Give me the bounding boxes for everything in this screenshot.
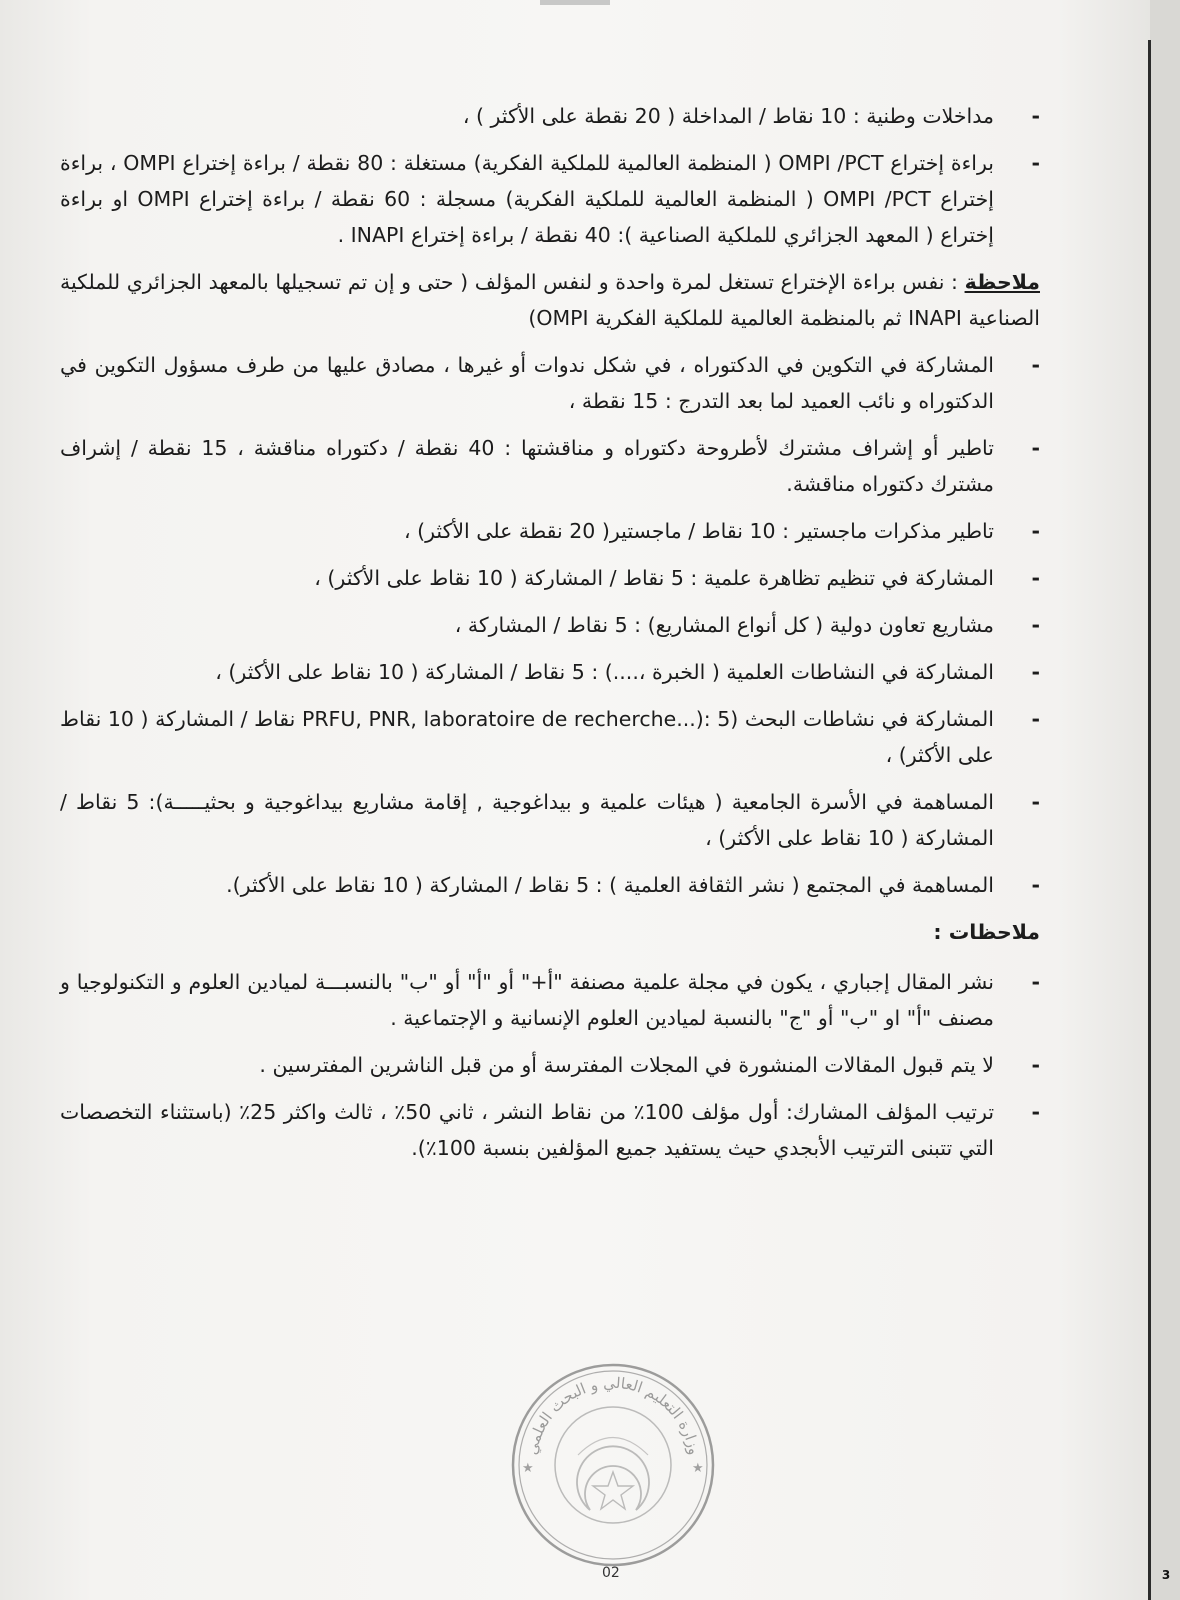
- research-programs: PRFU, PNR, laboratoire de recherche...: [301, 707, 696, 731]
- seal-star-icon: ★: [692, 1461, 704, 1476]
- criterion-item: - المشاركة في النشاطات العلمية ( الخبرة ،....) : 5 نقاط / المشاركة ( 10 نقاط على الأكثر) ،: [60, 654, 1040, 690]
- research-prefix: المشاركة في نشاطات البحث (: [730, 707, 994, 731]
- criterion-item: - براءة إختراع OMPI /PCT ( المنظمة العالمية للملكية الفكرية) مستغلة : 80 نقطة / براءة إختراع OMPI ، براءة إختراع OMPI /PCT ( المنظمة العالمية للملكية الفكرية) مسجلة : 60 نقطة / براءة إختراع OMPI او براءة إختراع ( المعهد الجزائري للملكية الصناعية ): 40 نقطة / براءة إختراع INAPI .: [60, 145, 1040, 253]
- document-body: [60, 98, 1040, 1177]
- remark-item: - نشر المقال إجباري ، يكون في مجلة علمية مصنفة "أ+" أو "أ" أو "ب" بالنسبـــة لميادين العلوم و التكنولوجيا و مصنف "أ" او "ب" أو "ج" بالنسبة لميادين العلوم الإنسانية و الإجتماعية .: [60, 964, 1040, 1036]
- criterion-item: - تاطير مذكرات ماجستير : 10 نقاط / ماجستير( 20 نقطة على الأكثر) ،: [60, 513, 1040, 549]
- page-number: 02: [602, 1565, 620, 1581]
- top-scan-mark: [540, 0, 610, 5]
- seal-ministry-text: وزارة التعليم العالي و البحث العلمي: [522, 1373, 704, 1457]
- remarks-heading: ملاحظات :: [933, 920, 1040, 944]
- criterion-item: - المساهمة في الأسرة الجامعية ( هيئات علمية و بيداغوجية , إقامة مشاريع بيداغوجية و بحثيـــــة): 5 نقاط / المشاركة ( 10 نقاط على الأكثر) ،: [60, 784, 1040, 856]
- ministry-seal-stamp: [508, 1360, 718, 1570]
- criterion-item: - تاطير أو إشراف مشترك لأطروحة دكتوراه و مناقشتها : 40 نقطة / دكتوراه مناقشة ، 15 نقطة / إشراف مشترك دكتوراه مناقشة.: [60, 430, 1040, 502]
- criterion-item: - المشاركة في تنظيم تظاهرة علمية : 5 نقاط / المشاركة ( 10 نقاط على الأكثر) ،: [60, 560, 1040, 596]
- criterion-item-research: [60, 701, 1040, 773]
- sheet-number: 3: [1161, 1568, 1171, 1582]
- criterion-item: - المشاركة في التكوين في الدكتوراه ، في شكل ندوات أو غيرها ، مصادق عليها من طرف مسؤول التكوين في الدكتوراه و نائب العميد لما بعد التدرج : 15 نقطة ،: [60, 347, 1040, 419]
- patent-note: [60, 264, 1040, 336]
- seal-emblem-star: [593, 1472, 633, 1509]
- note-text: : نفس براءة الإختراع تستغل لمرة واحدة و لنفس المؤلف ( حتى و إن تم تسجيلها بالمعهد الجزائري للملكية الصناعية INAPI ثم بالمنظمة العالمية للملكية الفكرية OMPI): [60, 270, 1040, 330]
- page-edge-shadow: [1148, 40, 1151, 1600]
- seal-star-icon: ★: [522, 1461, 534, 1476]
- criterion-item: - مشاريع تعاون دولية ( كل أنواع المشاريع) : 5 نقاط / المشاركة ،: [60, 607, 1040, 643]
- remark-item: - ترتيب المؤلف المشارك: أول مؤلف 100٪ من نقاط النشر ، ثاني 50٪ ، ثالث واكثر 25٪ (باستثناء التخصصات التي تتبنى الترتيب الأبجدي حيث يستفيد جميع المؤلفين بنسبة 100٪).: [60, 1094, 1040, 1166]
- note-label: ملاحظة: [964, 270, 1040, 294]
- remark-item: - لا يتم قبول المقالات المنشورة في المجلات المفترسة أو من قبل الناشرين المفترسين .: [60, 1047, 1040, 1083]
- research-suffix: ): 5 نقاط / المشاركة ( 10 نقاط على الأكثر) ،: [60, 707, 994, 767]
- criterion-item: - المساهمة في المجتمع ( نشر الثقافة العلمية ) : 5 نقاط / المشاركة ( 10 نقاط على الأكثر).: [60, 867, 1040, 903]
- criterion-item: - مداخلات وطنية : 10 نقاط / المداخلة ( 20 نقطة على الأكثر ) ،: [60, 98, 1040, 134]
